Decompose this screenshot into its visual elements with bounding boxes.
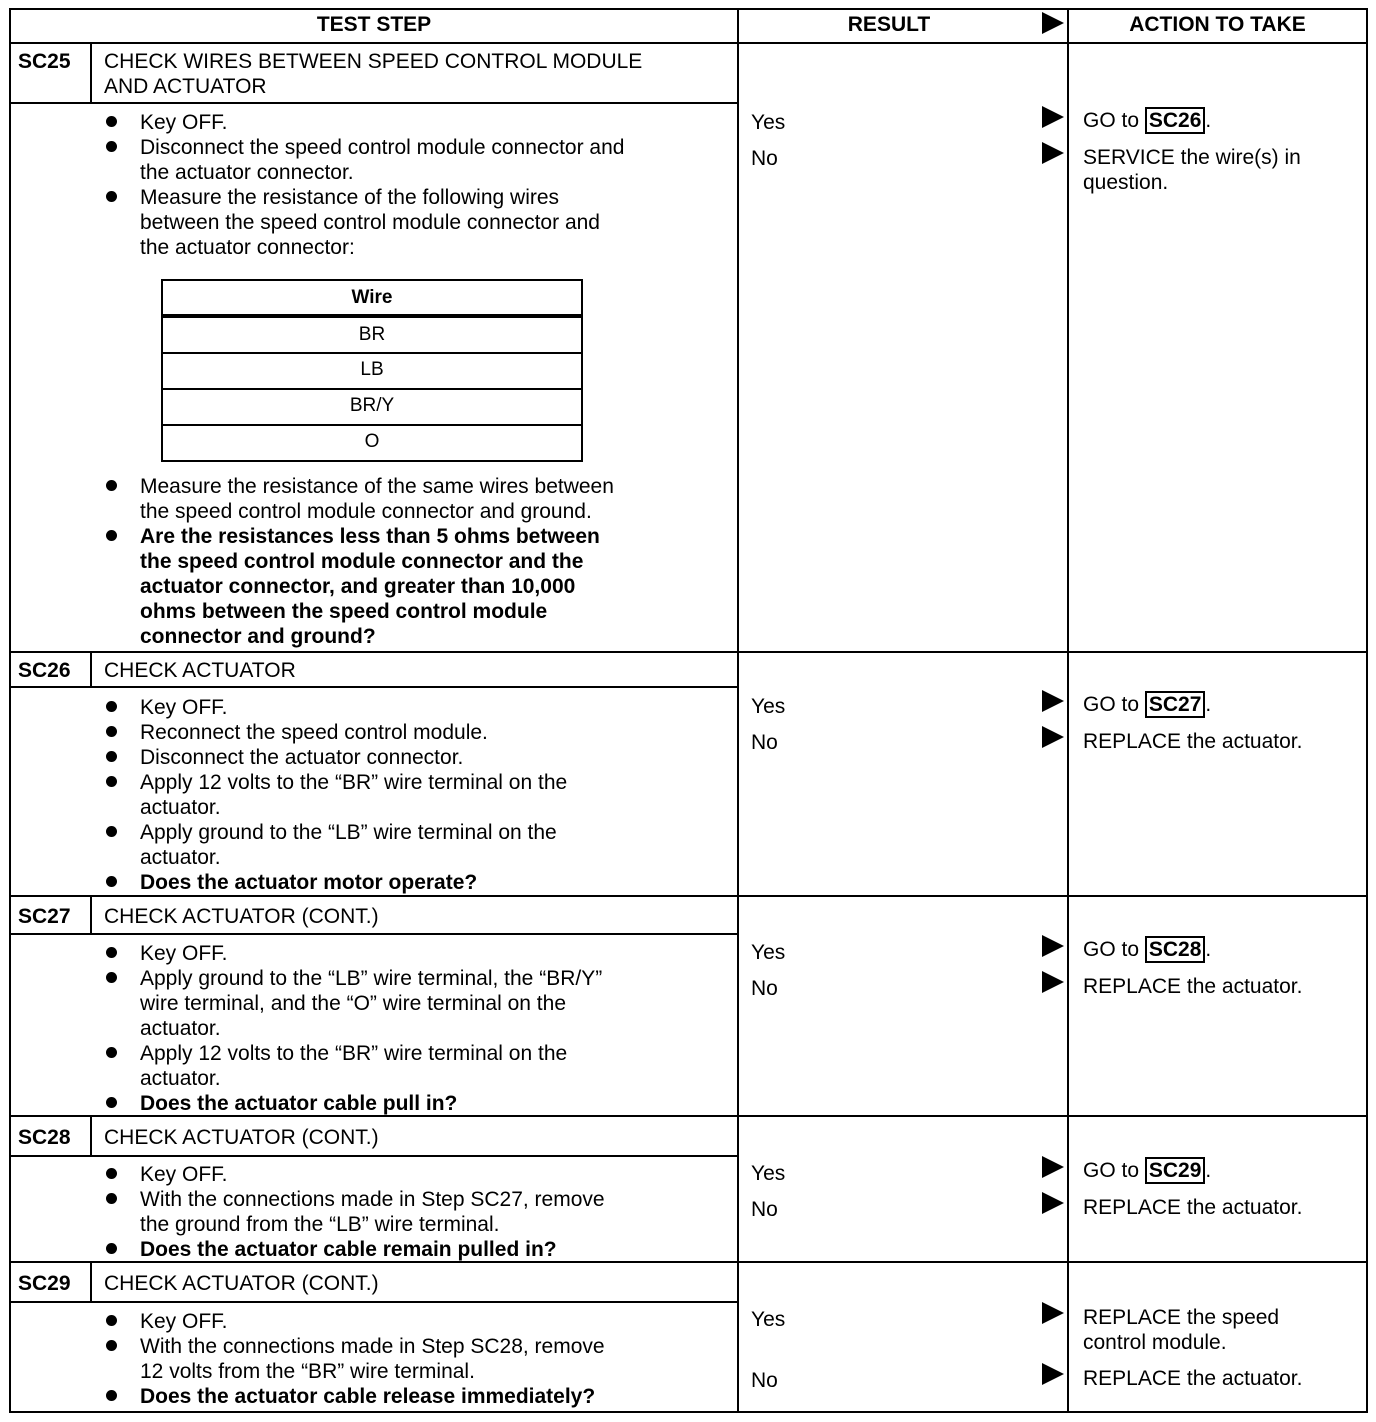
action-text: . [1205,109,1212,132]
bullet-icon [106,972,117,983]
bullet-icon [106,1097,117,1108]
bullet-icon [106,1168,117,1179]
bullet-icon [106,1047,117,1058]
bullet-icon [106,141,117,152]
result-yes: Yes [751,1162,786,1185]
action-yes [1083,692,1211,717]
action-no: SERVICE the wire(s) in [1083,146,1301,169]
step-reference[interactable]: SC28 [1145,936,1206,963]
arrow-icon [1042,726,1064,748]
question: Does the actuator cable remain pulled in? [140,1238,557,1261]
instruction: With the connections made in Step SC27, remove [140,1188,605,1211]
arrow-icon [1042,1363,1064,1385]
result-no: No [751,147,778,170]
instruction: Disconnect the speed control module connector and [140,136,625,159]
instruction: the speed control module connector and ground. [140,500,592,523]
result-no: No [751,977,778,1000]
question: Are the resistances less than 5 ohms between [140,525,600,548]
action-yes [1083,937,1211,962]
step-title: CHECK ACTUATOR [104,659,296,682]
bullet-icon [106,480,117,491]
result-no: No [751,1198,778,1221]
action-text: . [1205,938,1212,961]
result-no: No [751,731,778,754]
bullet-icon [106,826,117,837]
question: Does the actuator motor operate? [140,871,478,894]
result-no: No [751,1369,778,1392]
question: Does the actuator cable pull in? [140,1092,458,1115]
instruction: Apply 12 volts to the “BR” wire terminal on the [140,1042,568,1065]
arrow-icon [1042,690,1064,712]
result-yes: Yes [751,1308,786,1331]
bullet-icon [106,1340,117,1351]
bullet-icon [106,876,117,887]
instruction: the actuator connector. [140,161,354,184]
question: the speed control module connector and the [140,550,584,573]
instruction: With the connections made in Step SC28, remove [140,1335,605,1358]
step-number: SC28 [18,1126,71,1149]
instruction: Measure the resistance of the same wires between [140,475,614,498]
step-reference[interactable]: SC26 [1145,107,1206,134]
instruction: Key OFF. [140,942,228,965]
instruction: Measure the resistance of the following wires [140,186,560,209]
step-number: SC29 [18,1272,71,1295]
action-text: GO to [1083,938,1140,961]
wire-table-cell: O [161,426,583,462]
header-arrow-icon [1042,12,1064,34]
step-title: CHECK ACTUATOR (CONT.) [104,905,379,928]
header-action: ACTION TO TAKE [1129,13,1306,36]
step-title: AND ACTUATOR [104,75,267,98]
bullet-icon [106,776,117,787]
result-yes: Yes [751,111,786,134]
action-no: REPLACE the actuator. [1083,975,1303,998]
instruction: wire terminal, and the “O” wire terminal on the [140,992,566,1015]
step-reference[interactable]: SC27 [1145,691,1206,718]
wire-table-cell: LB [161,354,583,390]
action-text: GO to [1083,693,1140,716]
bullet-icon [106,191,117,202]
arrow-icon [1042,1156,1064,1178]
instruction: Apply 12 volts to the “BR” wire terminal on the [140,771,568,794]
arrow-icon [1042,142,1064,164]
bullet-icon [106,1243,117,1254]
action-no: REPLACE the actuator. [1083,730,1303,753]
instruction: Apply ground to the “LB” wire terminal, the “BR/Y” [140,967,603,990]
arrow-icon [1042,106,1064,128]
action-text: . [1205,693,1212,716]
instruction: Apply ground to the “LB” wire terminal on the [140,821,557,844]
bullet-icon [106,1193,117,1204]
arrow-icon [1042,1302,1064,1324]
bullet-icon [106,1390,117,1401]
instruction: actuator. [140,1067,221,1090]
bullet-icon [106,751,117,762]
instruction: actuator. [140,796,221,819]
question: actuator connector, and greater than 10,000 [140,575,576,598]
step-number: SC27 [18,905,71,928]
action-yes [1083,108,1211,133]
step-reference[interactable]: SC29 [1145,1157,1206,1184]
arrow-icon [1042,971,1064,993]
instruction: Disconnect the actuator connector. [140,746,464,769]
action-text: GO to [1083,1159,1140,1182]
header-result: RESULT [847,13,931,36]
bullet-icon [106,947,117,958]
action-yes: control module. [1083,1331,1227,1354]
question: connector and ground? [140,625,376,648]
step-title: CHECK WIRES BETWEEN SPEED CONTROL MODULE [104,50,643,73]
arrow-icon [1042,935,1064,957]
instruction: Key OFF. [140,111,228,134]
step-number: SC26 [18,659,71,682]
arrow-icon [1042,1192,1064,1214]
action-text: . [1205,1159,1212,1182]
step-number: SC25 [18,50,71,73]
instruction: Reconnect the speed control module. [140,721,488,744]
bullet-icon [106,116,117,127]
action-no: REPLACE the actuator. [1083,1196,1303,1219]
wire-table-cell: BR/Y [161,390,583,426]
result-yes: Yes [751,695,786,718]
action-no: REPLACE the actuator. [1083,1367,1303,1390]
instruction: actuator. [140,1017,221,1040]
question: ohms between the speed control module [140,600,548,623]
bullet-icon [106,530,117,541]
bullet-icon [106,701,117,712]
bullet-icon [106,726,117,737]
instruction: between the speed control module connector and [140,211,600,234]
action-no: question. [1083,171,1169,194]
step-title: CHECK ACTUATOR (CONT.) [104,1272,379,1295]
action-yes: REPLACE the speed [1083,1306,1280,1329]
bullet-icon [106,1315,117,1326]
header-test-step: TEST STEP [316,13,432,36]
instruction: Key OFF. [140,696,228,719]
result-yes: Yes [751,941,786,964]
instruction: Key OFF. [140,1163,228,1186]
wire-table-cell: BR [161,316,583,354]
step-title: CHECK ACTUATOR (CONT.) [104,1126,379,1149]
wire-table-header: Wire [161,279,583,316]
instruction: actuator. [140,846,221,869]
instruction: 12 volts from the “BR” wire terminal. [140,1360,475,1383]
action-text: GO to [1083,109,1140,132]
action-yes [1083,1158,1211,1183]
instruction: Key OFF. [140,1310,228,1333]
instruction: the ground from the “LB” wire terminal. [140,1213,500,1236]
instruction: the actuator connector: [140,236,355,259]
question: Does the actuator cable release immediately? [140,1385,596,1408]
